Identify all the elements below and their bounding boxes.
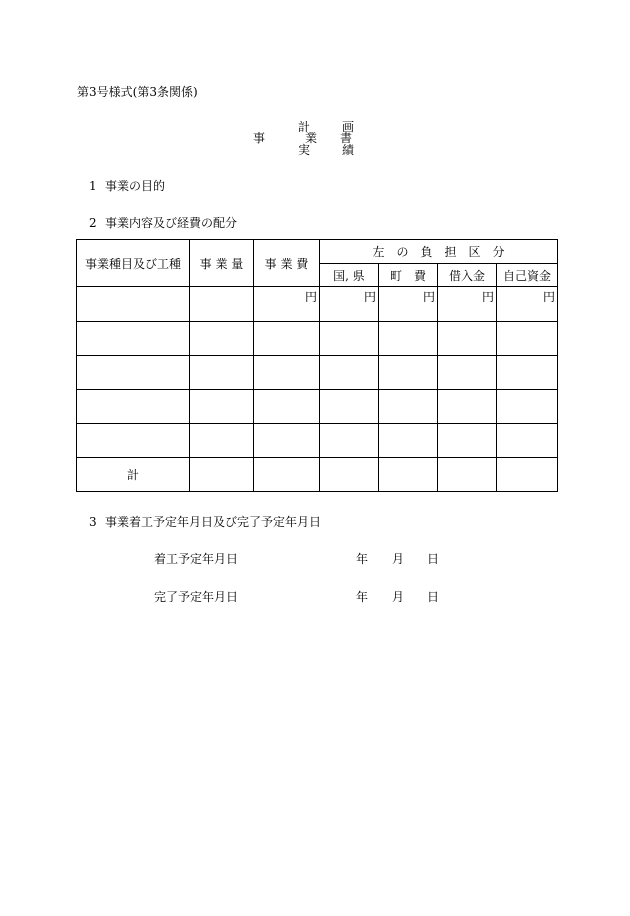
cell-loan[interactable]: 円 bbox=[438, 287, 497, 322]
start-year-unit: 年 bbox=[356, 552, 369, 566]
section-label: 事業の目的 bbox=[105, 179, 166, 193]
section-2-heading bbox=[89, 217, 237, 229]
cell-national[interactable] bbox=[320, 390, 379, 424]
title-result: 実 績 bbox=[298, 143, 365, 157]
total-quantity[interactable] bbox=[190, 458, 254, 492]
table-row bbox=[77, 322, 558, 356]
start-date-label: 着工予定年月日 bbox=[154, 552, 239, 566]
total-loan[interactable] bbox=[438, 458, 497, 492]
header-project-type: 事業種目及び工種 bbox=[77, 240, 190, 287]
subheader-own-funds: 自己資金 bbox=[497, 264, 558, 287]
table-total-row bbox=[77, 458, 558, 492]
form-number: 第3号様式(第3条関係) bbox=[77, 85, 198, 99]
cell-cost[interactable] bbox=[254, 424, 320, 458]
table-header-row bbox=[77, 240, 558, 264]
cell-loan[interactable] bbox=[438, 424, 497, 458]
section-1-heading bbox=[89, 180, 165, 192]
cell-own-funds[interactable] bbox=[497, 424, 558, 458]
start-day-unit: 日 bbox=[427, 552, 440, 566]
end-year-unit: 年 bbox=[356, 590, 369, 604]
total-label: 計 bbox=[77, 458, 190, 492]
subheader-national-prefecture: 国, 県 bbox=[320, 264, 379, 287]
cell-town[interactable] bbox=[379, 390, 438, 424]
end-month-unit: 月 bbox=[392, 590, 405, 604]
section-number: 3 bbox=[89, 515, 97, 529]
cell-cost[interactable]: 円 bbox=[254, 287, 320, 322]
header-cost: 事 業 費 bbox=[254, 240, 320, 287]
cell-town[interactable] bbox=[379, 424, 438, 458]
subheader-loan: 借入金 bbox=[438, 264, 497, 287]
cell-project-type[interactable] bbox=[77, 356, 190, 390]
end-day-unit: 日 bbox=[427, 590, 440, 604]
title-right: 書 bbox=[340, 131, 353, 145]
header-quantity: 事 業 量 bbox=[190, 240, 254, 287]
cell-quantity[interactable] bbox=[190, 356, 254, 390]
cell-quantity[interactable] bbox=[190, 390, 254, 424]
cell-own-funds[interactable] bbox=[497, 322, 558, 356]
cell-national[interactable] bbox=[320, 356, 379, 390]
cell-town[interactable] bbox=[379, 322, 438, 356]
cell-town[interactable] bbox=[379, 356, 438, 390]
subheader-town: 町 費 bbox=[379, 264, 438, 287]
cell-own-funds[interactable] bbox=[497, 356, 558, 390]
title-plan: 計 画 bbox=[298, 120, 365, 134]
total-town[interactable] bbox=[379, 458, 438, 492]
section-number: 1 bbox=[89, 179, 97, 193]
total-cost[interactable] bbox=[254, 458, 320, 492]
section-label: 事業内容及び経費の配分 bbox=[105, 216, 238, 230]
cell-loan[interactable] bbox=[438, 322, 497, 356]
cell-quantity[interactable] bbox=[190, 322, 254, 356]
section-label: 事業着工予定年月日及び完了予定年月日 bbox=[105, 515, 322, 529]
cost-allocation-table bbox=[76, 239, 558, 492]
table-row bbox=[77, 287, 558, 322]
table-row bbox=[77, 356, 558, 390]
total-national[interactable] bbox=[320, 458, 379, 492]
cell-project-type[interactable] bbox=[77, 390, 190, 424]
cell-cost[interactable] bbox=[254, 356, 320, 390]
cell-own-funds[interactable]: 円 bbox=[497, 287, 558, 322]
start-month-unit: 月 bbox=[392, 552, 405, 566]
cell-project-type[interactable] bbox=[77, 424, 190, 458]
cell-national[interactable] bbox=[320, 322, 379, 356]
cell-cost[interactable] bbox=[254, 390, 320, 424]
cell-project-type[interactable] bbox=[77, 322, 190, 356]
section-number: 2 bbox=[89, 216, 97, 230]
cell-town[interactable]: 円 bbox=[379, 287, 438, 322]
header-allocation: 左 の 負 担 区 分 bbox=[320, 240, 558, 264]
total-own-funds[interactable] bbox=[497, 458, 558, 492]
section-3-heading bbox=[89, 516, 321, 528]
cell-loan[interactable] bbox=[438, 390, 497, 424]
cell-loan[interactable] bbox=[438, 356, 497, 390]
cell-national[interactable]: 円 bbox=[320, 287, 379, 322]
cell-project-type[interactable] bbox=[77, 287, 190, 322]
cell-quantity[interactable] bbox=[190, 424, 254, 458]
cell-own-funds[interactable] bbox=[497, 390, 558, 424]
title-left: 事 業 bbox=[253, 131, 332, 145]
cell-quantity[interactable] bbox=[190, 287, 254, 322]
cell-national[interactable] bbox=[320, 424, 379, 458]
end-date-label: 完了予定年月日 bbox=[154, 590, 239, 604]
table-row bbox=[77, 390, 558, 424]
table-row bbox=[77, 424, 558, 458]
cell-cost[interactable] bbox=[254, 322, 320, 356]
